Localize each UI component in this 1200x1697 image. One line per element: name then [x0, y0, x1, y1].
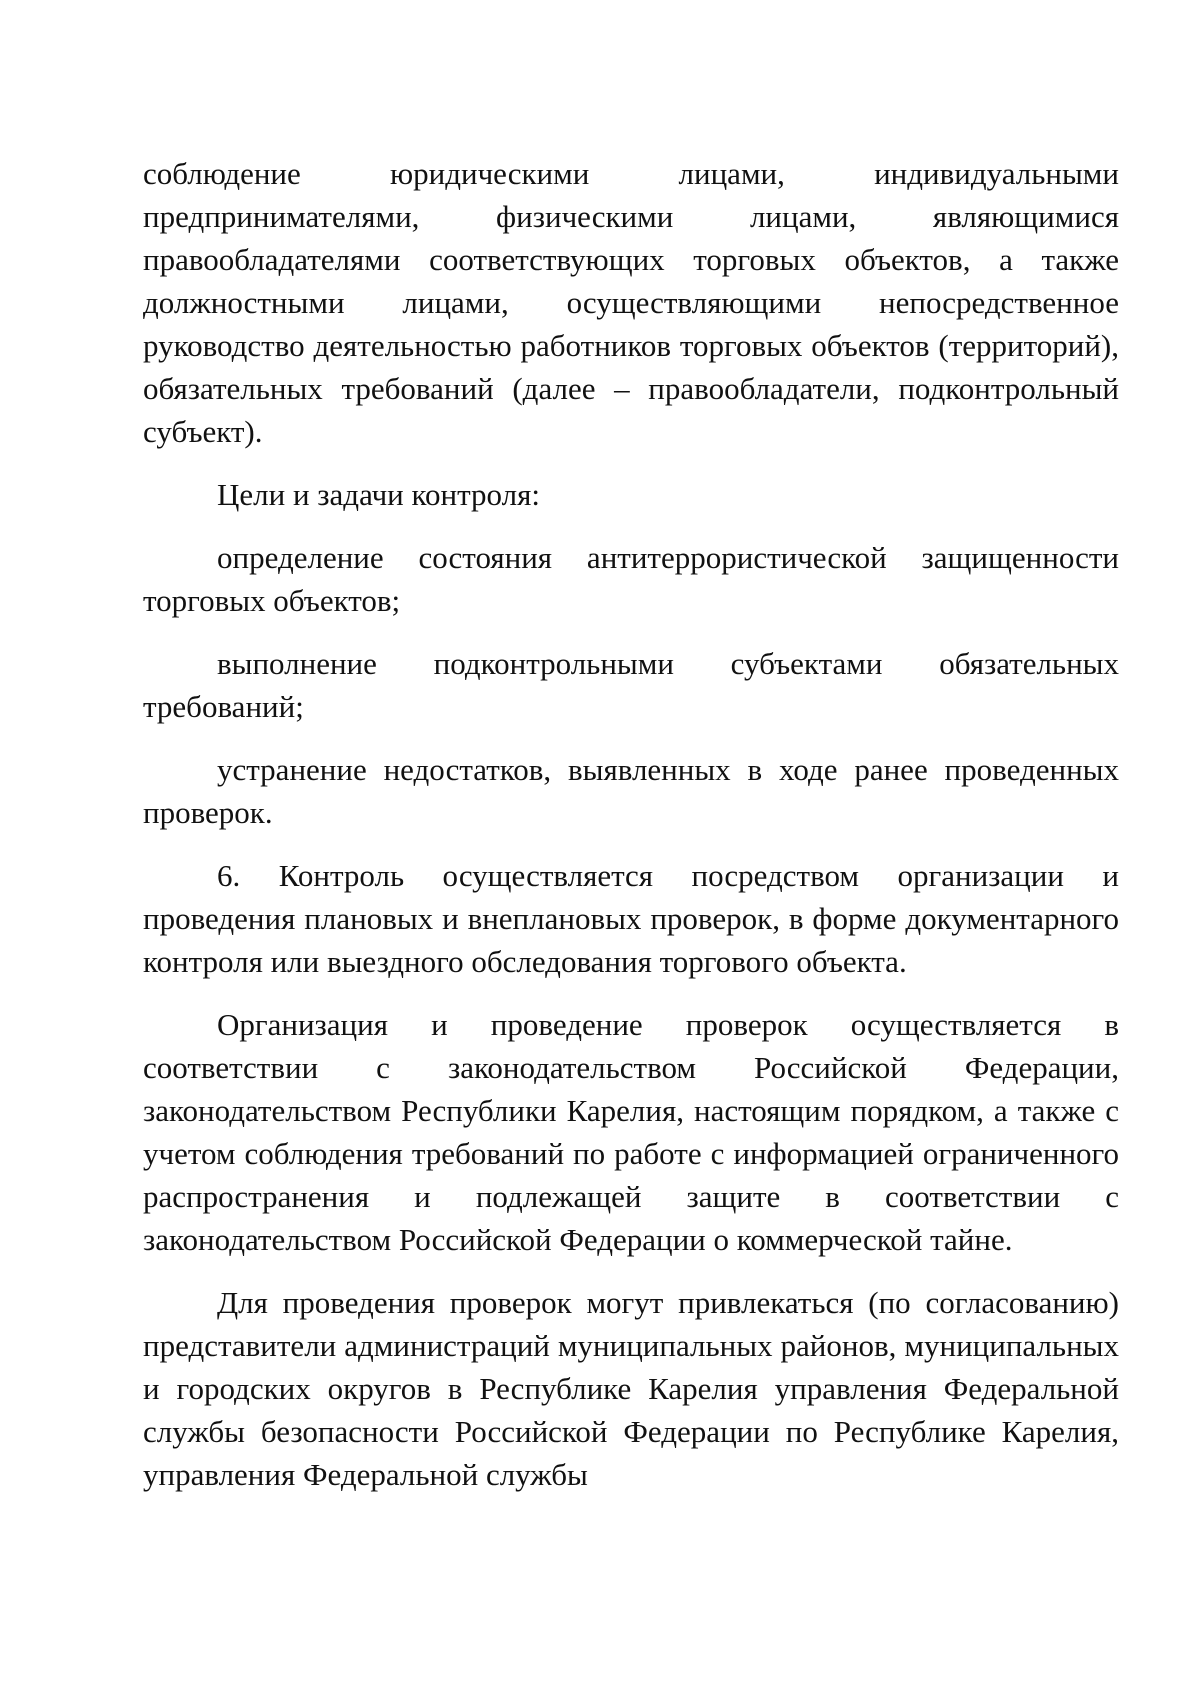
- paragraph-participants: Для проведения проверок могут привлекаться (по согласованию) представители администраций муниципальных районов, муниципальных и городских округов в Республике Карелия управления Федеральной службы безопасности Российской Федерации по Республике Карелия, управления Федеральной службы: [143, 1285, 1119, 1492]
- paragraph-goal-1: определение состояния антитеррористической защищенности торговых объектов;: [143, 540, 1119, 618]
- paragraph-goal-3: устранение недостатков, выявленных в ходе ранее проведенных проверок.: [143, 752, 1119, 830]
- paragraph-item-6: 6. Контроль осуществляется посредством организации и проведения плановых и внеплановых проверок, в форме документарного контроля или выездного обследования торгового объекта.: [143, 858, 1119, 979]
- paragraph-continuation: соблюдение юридическими лицами, индивидуальными предпринимателями, физическими лицами, являющимися правообладателями соответствующих торговых объектов, а также должностными лицами, осуществляющими непосредственное руководство деятельностью работников торговых объектов (территорий), обязательных требований (далее – правообладатели, подконтрольный субъект).: [143, 156, 1119, 449]
- paragraph-goals-heading: Цели и задачи контроля:: [217, 477, 540, 512]
- paragraph-goal-2: выполнение подконтрольными субъектами обязательных требований;: [143, 646, 1119, 724]
- document-body: [143, 152, 1119, 1496]
- paragraph-organization: Организация и проведение проверок осуществляется в соответствии с законодательством Российской Федерации, законодательством Республики Карелия, настоящим порядком, а также с учетом соблюдения требований по работе с информацией ограниченного распространения и подлежащей защите в соответствии с законодательством Российской Федерации о коммерческой тайне.: [143, 1007, 1119, 1257]
